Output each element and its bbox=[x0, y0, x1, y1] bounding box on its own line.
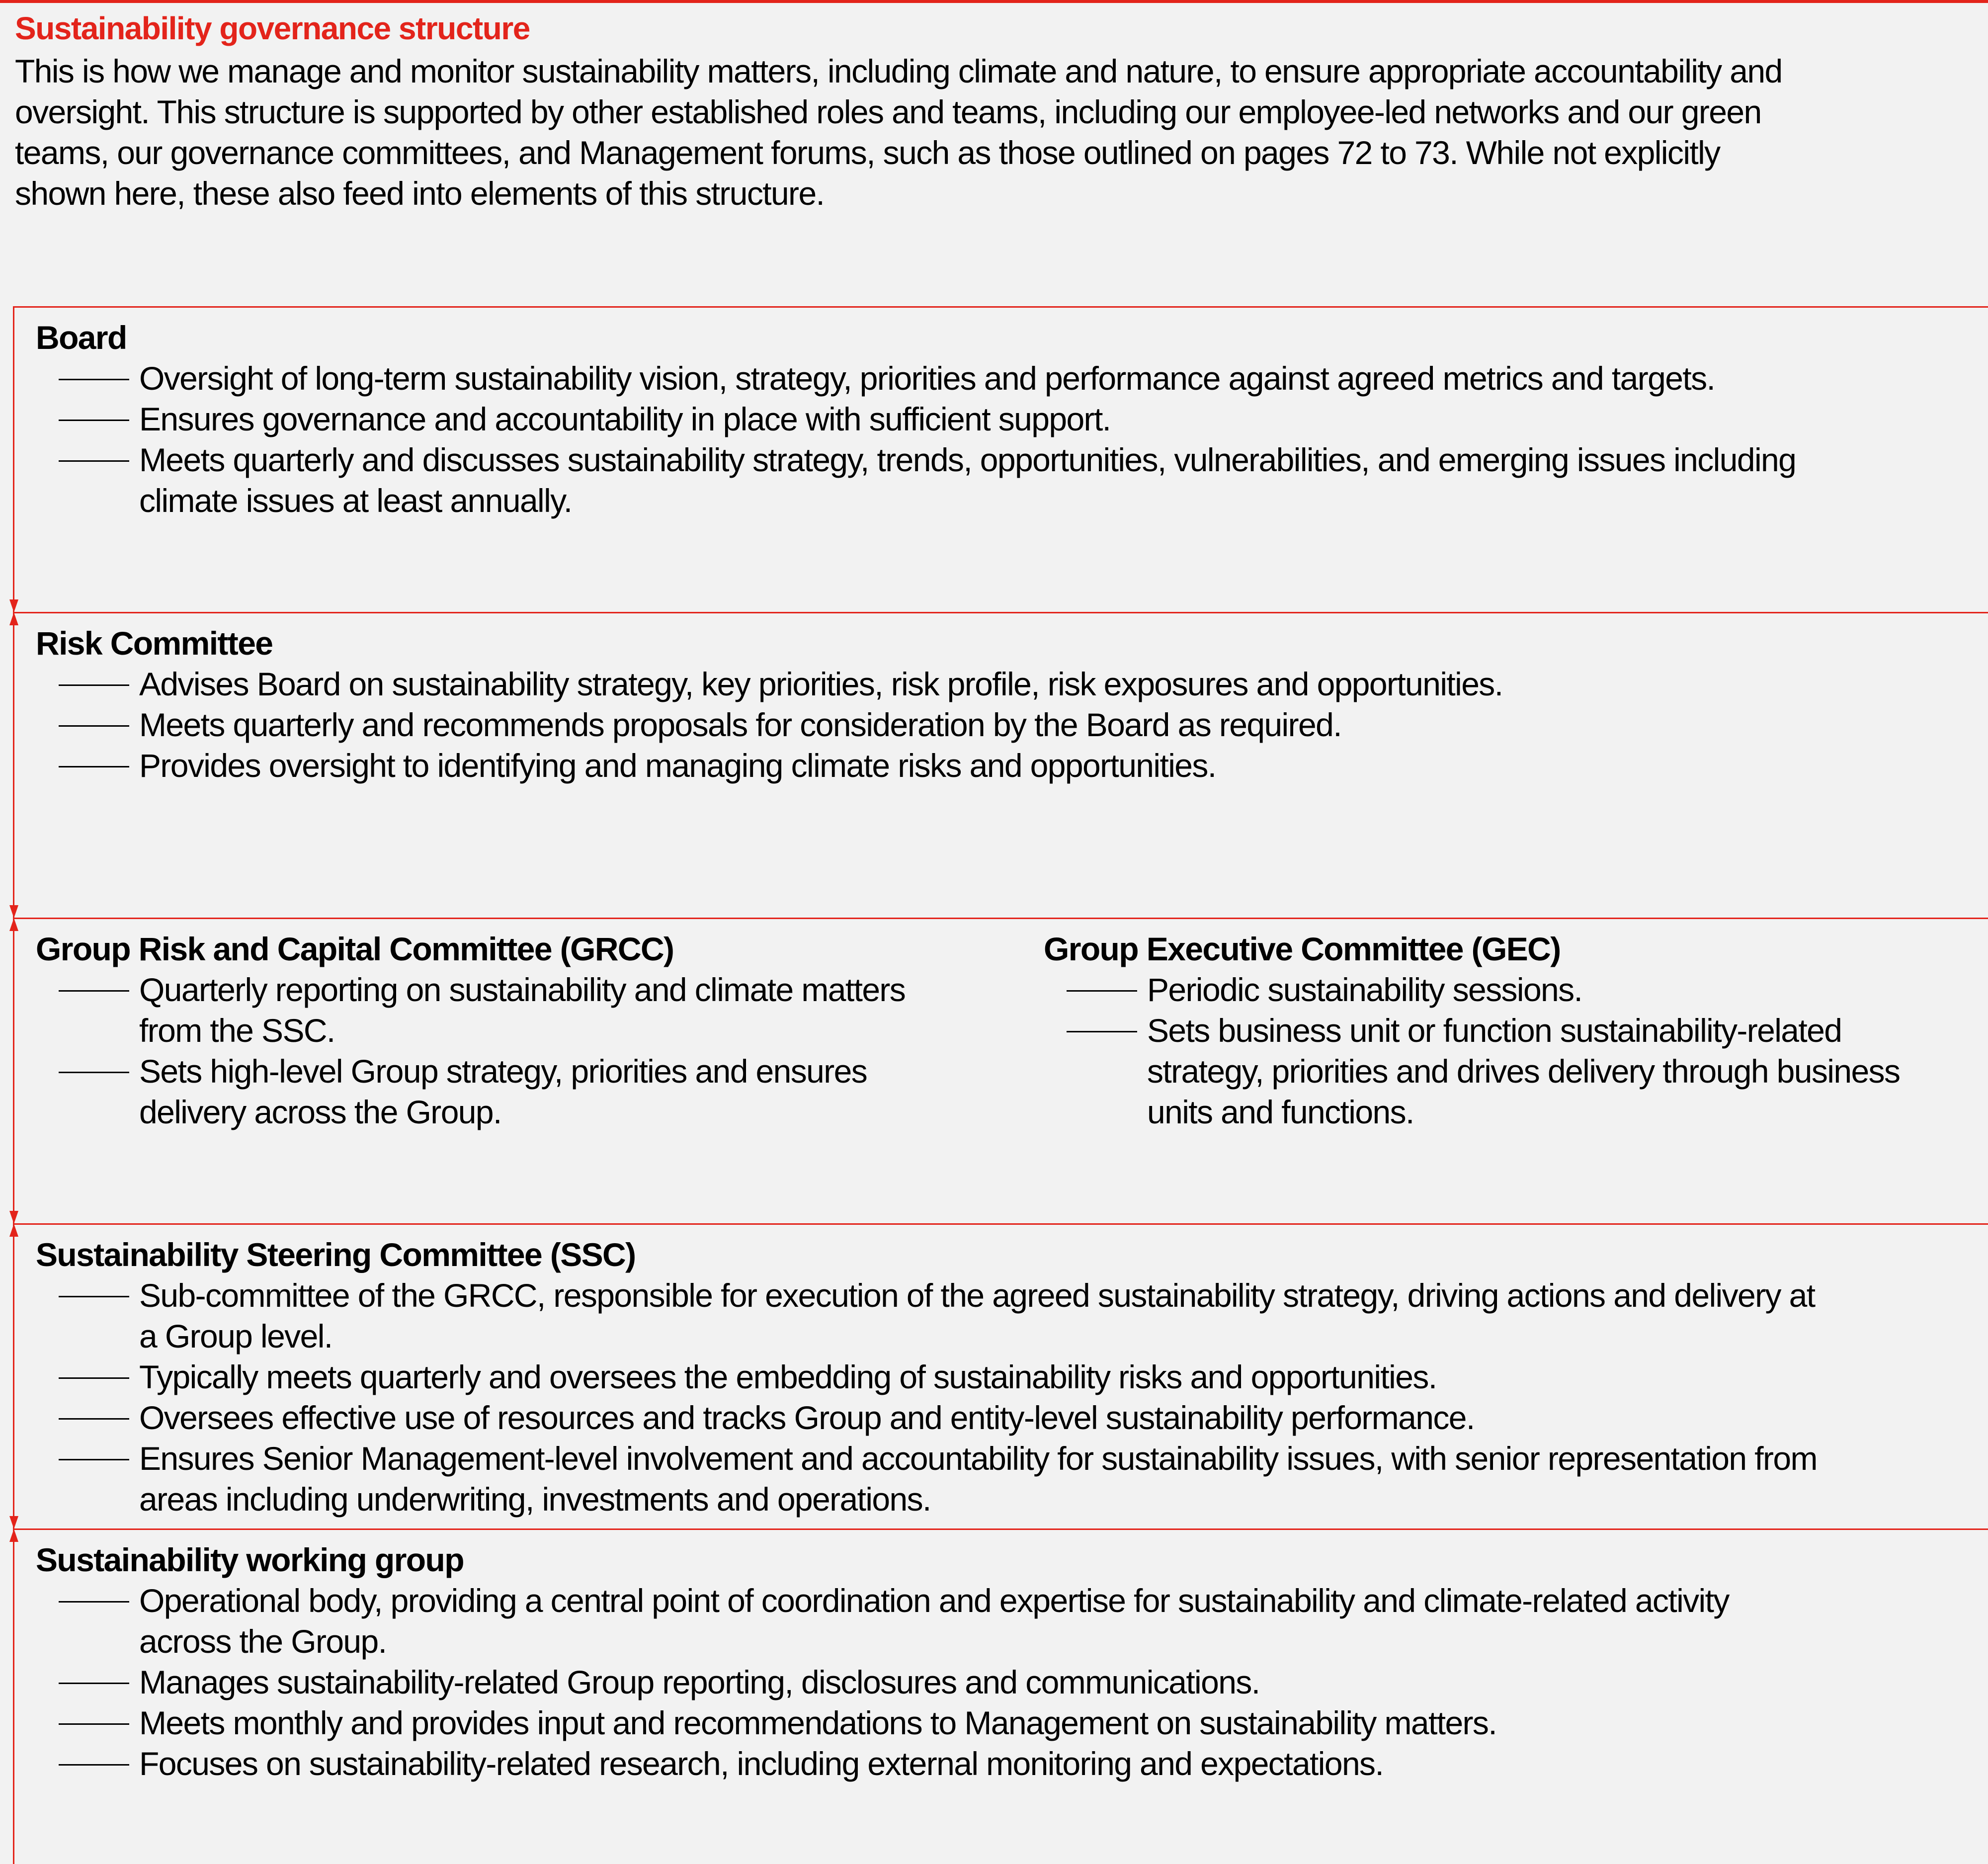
list-item: Meets monthly and provides input and recommendations to Management on sustainability matters. bbox=[36, 1702, 1729, 1743]
section-heading: Board bbox=[36, 319, 127, 356]
arrow-up-icon bbox=[9, 1224, 18, 1237]
section-heading: Group Risk and Capital Committee (GRCC) bbox=[36, 931, 674, 967]
top-accent-rule bbox=[0, 0, 1988, 3]
dash-bullet-icon bbox=[59, 1072, 129, 1073]
list-item: Oversees effective use of resources and tracks Group and entity-level sustainability performance. bbox=[36, 1397, 1817, 1438]
list-item: Oversight of long-term sustainability vision, strategy, priorities and performance against agreed metrics and targets. bbox=[36, 358, 1796, 399]
section-divider bbox=[13, 1223, 1988, 1225]
dash-bullet-icon bbox=[59, 1296, 129, 1297]
dash-bullet-icon bbox=[59, 1683, 129, 1684]
intro-line: shown here, these also feed into elements of this structure. bbox=[15, 175, 825, 212]
dash-bullet-icon bbox=[59, 1601, 129, 1603]
section-heading: Sustainability Steering Committee (SSC) bbox=[36, 1236, 636, 1273]
risk-column bbox=[36, 623, 1502, 786]
arrow-down-icon bbox=[9, 1516, 18, 1529]
section-heading: Risk Committee bbox=[36, 625, 273, 662]
section-risk-committee bbox=[13, 612, 1988, 918]
list-item: Ensures Senior Management-level involvement and accountability for sustainability issues, with senior representation from areas including underwriting, investments and operations. bbox=[36, 1438, 1817, 1520]
intro-line: This is how we manage and monitor sustainability matters, including climate and nature, to ensure appropriate accountability and bbox=[15, 53, 1782, 89]
dash-bullet-icon bbox=[1067, 1031, 1137, 1032]
grcc-column bbox=[36, 929, 905, 1132]
arrow-down-icon bbox=[9, 1211, 18, 1224]
intro-paragraph bbox=[15, 51, 1953, 214]
swg-column bbox=[36, 1539, 1729, 1784]
section-heading: Sustainability working group bbox=[36, 1541, 464, 1578]
list-item: Quarterly reporting on sustainability and climate matters from the SSC. bbox=[36, 969, 905, 1051]
arrow-down-icon bbox=[9, 905, 18, 918]
arrow-up-icon bbox=[9, 918, 18, 931]
dash-bullet-icon bbox=[1067, 990, 1137, 992]
section-grcc-gec bbox=[13, 918, 1988, 1223]
dash-bullet-icon bbox=[59, 1459, 129, 1460]
dash-bullet-icon bbox=[59, 1377, 129, 1379]
board-column bbox=[36, 317, 1796, 521]
intro-line: teams, our governance committees, and Management forums, such as those outlined on pages 72 to 73. While not explicitly bbox=[15, 134, 1720, 171]
dash-bullet-icon bbox=[59, 1418, 129, 1420]
page-title: Sustainability governance structure bbox=[15, 10, 530, 46]
intro-line: oversight. This structure is supported by other established roles and teams, including our employee-led networks and our green bbox=[15, 93, 1761, 130]
arrow-up-icon bbox=[9, 1529, 18, 1542]
list-item: Sets high-level Group strategy, priorities and ensures delivery across the Group. bbox=[36, 1051, 905, 1132]
dash-bullet-icon bbox=[59, 379, 129, 380]
section-ssc bbox=[13, 1223, 1988, 1529]
list-item: Operational body, providing a central point of coordination and expertise for sustainability and climate-related activity across the Group. bbox=[36, 1580, 1729, 1662]
list-item: Sets business unit or function sustainability-related strategy, priorities and drives delivery through business units and functions. bbox=[1044, 1010, 1900, 1132]
arrow-down-icon bbox=[9, 599, 18, 612]
dash-bullet-icon bbox=[59, 684, 129, 686]
list-item: Provides oversight to identifying and managing climate risks and opportunities. bbox=[36, 745, 1502, 786]
list-item: Meets quarterly and recommends proposals for consideration by the Board as required. bbox=[36, 704, 1502, 745]
section-heading: Group Executive Committee (GEC) bbox=[1044, 931, 1561, 967]
list-item: Meets quarterly and discusses sustainability strategy, trends, opportunities, vulnerabilities, and emerging issues including climate issues at least annually. bbox=[36, 439, 1796, 521]
list-item: Focuses on sustainability-related research, including external monitoring and expectations. bbox=[36, 1743, 1729, 1784]
arrow-up-icon bbox=[9, 612, 18, 625]
section-divider bbox=[13, 918, 1988, 919]
list-item: Manages sustainability-related Group reporting, disclosures and communications. bbox=[36, 1662, 1729, 1702]
gec-column bbox=[1044, 929, 1900, 1132]
ssc-column bbox=[36, 1234, 1817, 1520]
section-board bbox=[13, 306, 1988, 612]
dash-bullet-icon bbox=[59, 990, 129, 992]
section-divider bbox=[13, 1528, 1988, 1530]
list-item: Typically meets quarterly and oversees the embedding of sustainability risks and opportunities. bbox=[36, 1356, 1817, 1397]
dash-bullet-icon bbox=[59, 1723, 129, 1725]
section-working-group bbox=[13, 1528, 1988, 1864]
section-divider bbox=[13, 306, 1988, 308]
dash-bullet-icon bbox=[59, 1764, 129, 1766]
dash-bullet-icon bbox=[59, 766, 129, 767]
list-item: Ensures governance and accountability in place with sufficient support. bbox=[36, 399, 1796, 439]
dash-bullet-icon bbox=[59, 725, 129, 727]
list-item: Periodic sustainability sessions. bbox=[1044, 969, 1900, 1010]
list-item: Advises Board on sustainability strategy, key priorities, risk profile, risk exposures and opportunities. bbox=[36, 664, 1502, 704]
section-divider bbox=[13, 612, 1988, 613]
dash-bullet-icon bbox=[59, 460, 129, 462]
list-item: Sub-committee of the GRCC, responsible for execution of the agreed sustainability strategy, driving actions and delivery at a Group level. bbox=[36, 1275, 1817, 1356]
dash-bullet-icon bbox=[59, 420, 129, 421]
